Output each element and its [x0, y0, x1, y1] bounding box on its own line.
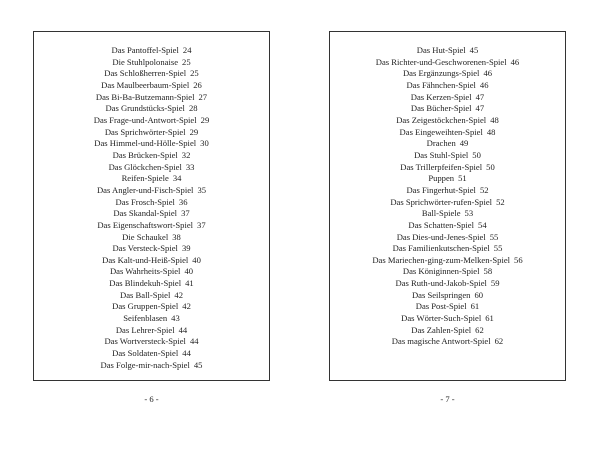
toc-entry: [330, 278, 565, 290]
entry-title: Ball-Spiele: [421, 208, 461, 219]
toc-entry: [330, 208, 565, 220]
entry-title: Das Mariechen-ging-zum-Melken-Spiel: [372, 254, 511, 265]
entry-page-number: 59: [490, 278, 500, 289]
toc-entry: [34, 360, 269, 372]
entry-page-number: 56: [514, 254, 523, 265]
toc-entry: [330, 127, 565, 139]
left-entry-list: [34, 45, 269, 371]
toc-entry: [34, 92, 269, 104]
toc-entry: [330, 162, 565, 174]
entry-title: Das Schloßherren-Spiel: [104, 68, 187, 79]
entry-page-number: 42: [174, 289, 183, 300]
entry-title: Das Richter-und-Geschworenen-Spiel: [375, 56, 507, 67]
entry-title: Das Gruppen-Spiel: [112, 301, 179, 312]
toc-entry: [34, 127, 269, 139]
entry-page-number: 45: [469, 45, 479, 55]
entry-title: Das Pantoffel-Spiel: [111, 45, 179, 55]
toc-entry: [330, 138, 565, 150]
toc-entry: [330, 243, 565, 255]
entry-title: Das Angler-und-Fisch-Spiel: [96, 184, 194, 195]
toc-entry: [330, 197, 565, 209]
entry-title: Das Frage-und-Antwort-Spiel: [93, 114, 197, 125]
entry-page-number: 43: [171, 313, 180, 324]
entry-page-number: 26: [193, 79, 202, 90]
entry-page-number: 24: [182, 45, 192, 55]
entry-page-number: 50: [486, 161, 495, 172]
entry-page-number: 48: [490, 114, 499, 125]
toc-entry: [330, 185, 565, 197]
entry-page-number: 61: [470, 301, 480, 312]
entry-title: Das Versteck-Spiel: [112, 243, 178, 254]
toc-entry: [34, 243, 269, 255]
toc-entry: [34, 290, 269, 302]
toc-entry: [330, 103, 565, 115]
entry-title: Das Frosch-Spiel: [115, 196, 175, 207]
toc-entry: [330, 220, 565, 232]
toc-entry: [34, 301, 269, 313]
toc-entry: [34, 325, 269, 337]
entry-page-number: 53: [464, 208, 474, 219]
entry-title: Das Dies-und-Jenes-Spiel: [396, 231, 486, 242]
entry-page-number: 30: [200, 138, 209, 149]
entry-title: Das Blindekuh-Spiel: [109, 278, 182, 289]
toc-entry: [330, 150, 565, 162]
entry-title: Das Stuhl-Spiel: [414, 149, 469, 160]
entry-page-number: 61: [485, 313, 494, 324]
toc-entry: [34, 173, 269, 185]
toc-entry: [34, 115, 269, 127]
toc-entry: [330, 255, 565, 267]
entry-title: Das Sprichwörter-Spiel: [104, 126, 186, 137]
toc-entry: [330, 92, 565, 104]
entry-page-number: 34: [172, 173, 182, 184]
entry-title: Die Schaukel: [122, 231, 169, 242]
toc-entry: [330, 173, 565, 185]
entry-title: Das Fähnchen-Spiel: [406, 79, 476, 90]
left-page-number: - 6 -: [144, 394, 159, 404]
entry-title: Seifenblasen: [123, 313, 168, 324]
entry-title: Das Hut-Spiel: [416, 45, 466, 55]
toc-entry: [330, 45, 565, 57]
entry-page-number: 47: [475, 91, 485, 102]
right-page-number: - 7 -: [440, 394, 455, 404]
entry-title: Das Grundstücks-Spiel: [105, 103, 185, 114]
entry-title: Das Eingeweihten-Spiel: [399, 126, 483, 137]
entry-page-number: 58: [483, 266, 493, 277]
entry-page-number: 40: [192, 254, 201, 265]
entry-page-number: 55: [493, 243, 503, 254]
entry-title: Das magische Antwort-Spiel: [391, 336, 491, 347]
entry-page-number: 44: [178, 324, 188, 335]
entry-title: Das Bücher-Spiel: [410, 103, 472, 114]
entry-title: Das Fingerhut-Spiel: [406, 184, 476, 195]
toc-entry: [34, 57, 269, 69]
entry-title: Das Soldaten-Spiel: [112, 348, 179, 359]
entry-page-number: 47: [475, 103, 485, 114]
entry-page-number: 52: [479, 184, 489, 195]
toc-entry: [34, 162, 269, 174]
entry-page-number: 48: [486, 126, 496, 137]
entry-page-number: 62: [475, 324, 484, 335]
entry-title: Das Zeigestöckchen-Spiel: [396, 114, 487, 125]
entry-page-number: 25: [182, 56, 191, 67]
entry-page-number: 36: [178, 196, 188, 207]
toc-entry: [330, 313, 565, 325]
entry-title: Das Skandal-Spiel: [113, 208, 178, 219]
entry-page-number: 29: [189, 126, 199, 137]
entry-title: Das Folge-mir-nach-Spiel: [100, 359, 190, 370]
entry-page-number: 46: [483, 68, 493, 79]
entry-title: Das Eigenschaftswort-Spiel: [97, 219, 194, 230]
entry-title: Das Zahlen-Spiel: [411, 324, 472, 335]
entry-title: Reifen-Spiele: [121, 173, 169, 184]
toc-entry: [34, 232, 269, 244]
entry-page-number: 38: [172, 231, 181, 242]
entry-page-number: 44: [189, 336, 199, 347]
toc-entry: [330, 336, 565, 348]
entry-title: Drachen: [426, 138, 456, 149]
entry-title: Das Trillerpfeifen-Spiel: [400, 161, 483, 172]
entry-page-number: 35: [197, 184, 207, 195]
toc-entry: [34, 150, 269, 162]
toc-entry: [34, 45, 269, 57]
entry-title: Das Post-Spiel: [415, 301, 467, 312]
entry-page-number: 39: [181, 243, 191, 254]
toc-entry: [330, 232, 565, 244]
toc-entry: [34, 266, 269, 278]
entry-title: Das Sprichwörter-rufen-Spiel: [390, 196, 493, 207]
entry-title: Das Brücken-Spiel: [112, 149, 178, 160]
toc-entry: [330, 80, 565, 92]
left-page: [33, 31, 270, 381]
toc-entry: [34, 103, 269, 115]
toc-entry: [330, 301, 565, 313]
entry-page-number: 33: [185, 161, 195, 172]
entry-title: Das Glöckchen-Spiel: [108, 161, 182, 172]
entry-title: Das Wörter-Such-Spiel: [401, 313, 482, 324]
entry-title: Das Bi-Ba-Butzemann-Spiel: [95, 91, 195, 102]
entry-page-number: 37: [197, 219, 206, 230]
entry-title: Das Himmel-und-Hölle-Spiel: [94, 138, 197, 149]
right-entry-list: [330, 45, 565, 348]
entry-page-number: 60: [474, 289, 484, 300]
toc-entry: [330, 115, 565, 127]
entry-page-number: 28: [188, 103, 198, 114]
entry-page-number: 54: [478, 219, 487, 230]
entry-title: Das Ball-Spiel: [120, 289, 171, 300]
toc-entry: [34, 278, 269, 290]
entry-page-number: 51: [458, 173, 467, 184]
entry-page-number: 62: [494, 336, 504, 347]
entry-page-number: 40: [184, 266, 194, 277]
toc-entry: [34, 185, 269, 197]
entry-page-number: 25: [190, 68, 199, 79]
toc-entry: [34, 313, 269, 325]
entry-title: Das Wahrheits-Spiel: [109, 266, 181, 277]
entry-page-number: 50: [472, 149, 481, 160]
toc-entry: [34, 255, 269, 267]
entry-title: Das Seilspringen: [411, 289, 471, 300]
entry-page-number: 46: [479, 79, 489, 90]
entry-page-number: 29: [200, 114, 210, 125]
entry-page-number: 55: [489, 231, 499, 242]
entry-page-number: 49: [459, 138, 469, 149]
entry-page-number: 42: [182, 301, 191, 312]
entry-page-number: 37: [181, 208, 190, 219]
toc-entry: [34, 68, 269, 80]
entry-title: Das Familienkutschen-Spiel: [392, 243, 490, 254]
entry-page-number: 27: [198, 91, 208, 102]
entry-page-number: 45: [193, 359, 203, 370]
entry-page-number: 44: [182, 348, 191, 359]
toc-entry: [34, 197, 269, 209]
entry-title: Das Ergänzungs-Spiel: [402, 68, 480, 79]
right-page: [329, 31, 566, 381]
toc-entry: [34, 208, 269, 220]
toc-entry: [330, 68, 565, 80]
toc-entry: [330, 57, 565, 69]
entry-title: Das Kerzen-Spiel: [410, 91, 472, 102]
entry-page-number: 52: [496, 196, 505, 207]
toc-entry: [34, 220, 269, 232]
toc-entry: [34, 80, 269, 92]
toc-entry: [34, 138, 269, 150]
entry-title: Das Wortversteck-Spiel: [104, 336, 186, 347]
entry-page-number: 32: [181, 149, 191, 160]
entry-title: Das Maulbeerbaum-Spiel: [101, 79, 190, 90]
entry-page-number: 46: [510, 56, 520, 67]
entry-title: Das Königinnen-Spiel: [402, 266, 480, 277]
entry-title: Das Lehrer-Spiel: [115, 324, 175, 335]
entry-title: Das Kalt-und-Heiß-Spiel: [102, 254, 189, 265]
entry-title: Das Ruth-und-Jakob-Spiel: [395, 278, 487, 289]
toc-entry: [34, 336, 269, 348]
entry-page-number: 41: [185, 278, 194, 289]
entry-title: Die Stuhlpolonaise: [112, 56, 179, 67]
toc-entry: [330, 290, 565, 302]
toc-entry: [330, 325, 565, 337]
entry-title: Puppen: [428, 173, 455, 184]
toc-entry: [34, 348, 269, 360]
toc-entry: [330, 266, 565, 278]
entry-title: Das Schatten-Spiel: [408, 219, 475, 230]
